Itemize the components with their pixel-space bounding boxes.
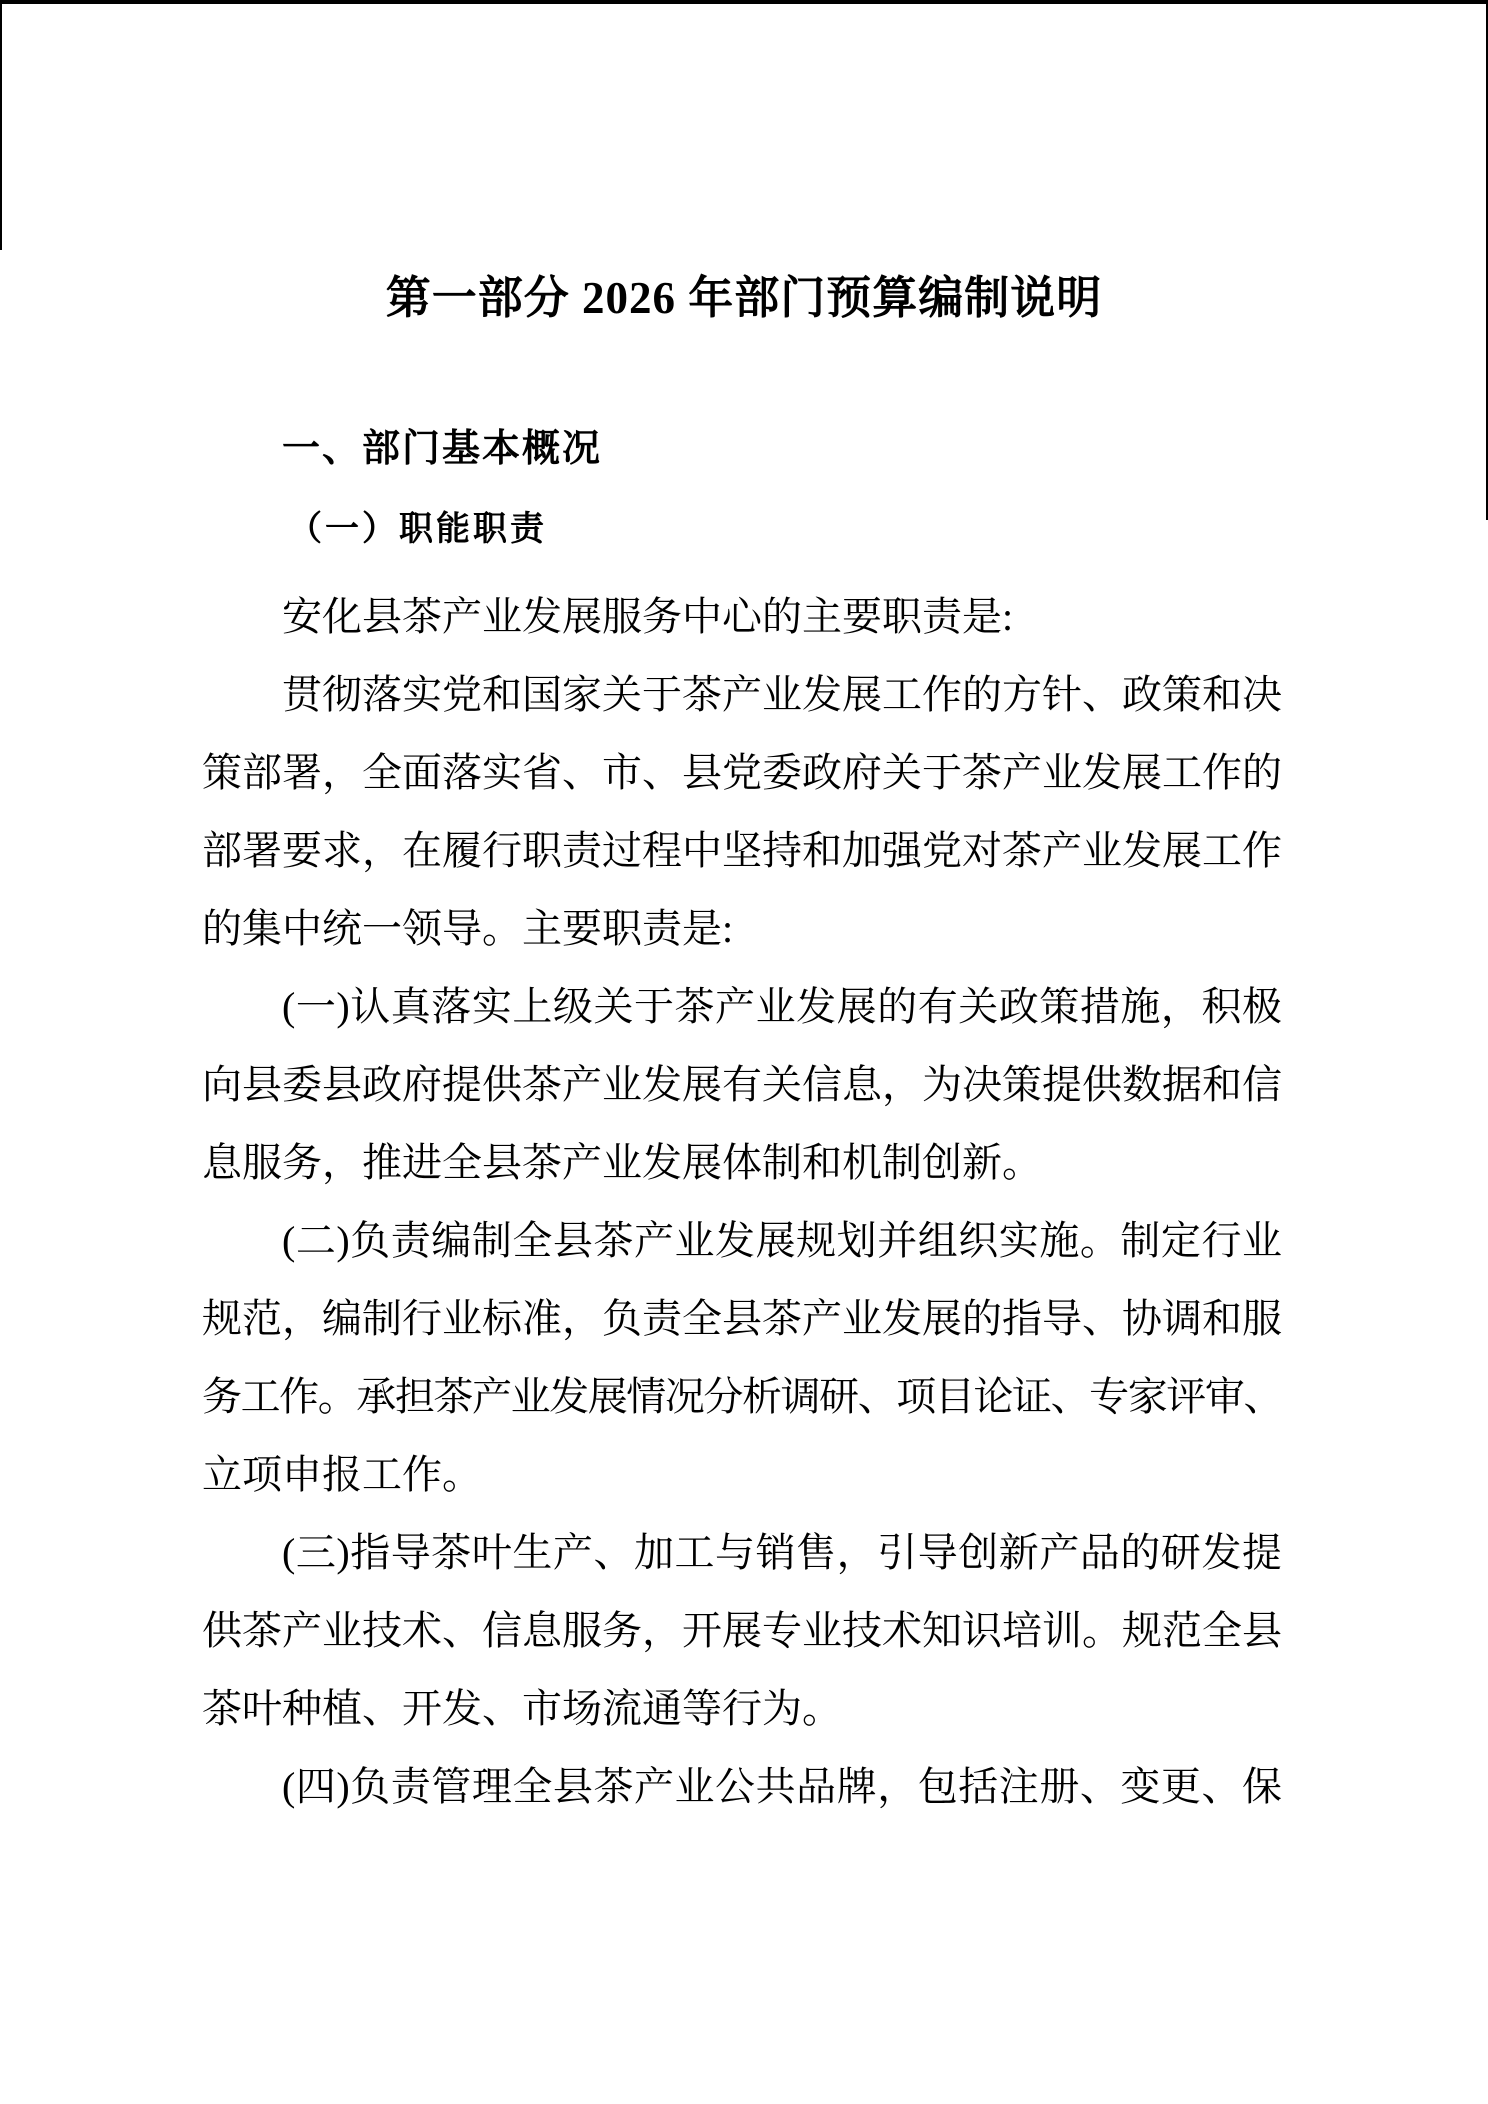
sub-heading: （一）职能职责 — [288, 510, 547, 548]
body-line: (四)负责管理全县茶产业公共品牌，包括注册、变更、保 — [282, 1764, 1282, 1809]
body-line: 部署要求，在履行职责过程中坚持和加强党对茶产业发展工作 — [202, 828, 1282, 873]
body-line: (三)指导茶叶生产、加工与销售，引导创新产品的研发提 — [282, 1530, 1282, 1575]
body-line: 立项申报工作。 — [202, 1452, 482, 1497]
body-line: (二)负责编制全县茶产业发展规划并组织实施。制定行业 — [282, 1218, 1282, 1263]
body-line: 息服务，推进全县茶产业发展体制和机制创新。 — [202, 1140, 1042, 1185]
body-line: 供茶产业技术、信息服务，开展专业技术知识培训。规范全县 — [202, 1608, 1282, 1653]
body-line: 的集中统一领导。主要职责是: — [202, 906, 734, 951]
body-line: 茶叶种植、开发、市场流通等行为。 — [202, 1686, 842, 1731]
body-text — [202, 578, 1282, 1826]
body-line: 策部署，全面落实省、市、县党委政府关于茶产业发展工作的 — [202, 750, 1282, 795]
scan-left-edge-line — [0, 0, 2, 250]
page-title: 第一部分 2026 年部门预算编制说明 — [385, 273, 1103, 323]
body-line: 务工作。承担茶产业发展情况分析调研、项目论证、专家评审、 — [202, 1374, 1282, 1419]
body-line: 规范，编制行业标准，负责全县茶产业发展的指导、协调和服 — [202, 1296, 1282, 1341]
scan-top-border — [0, 0, 1488, 4]
body-line: 贯彻落实党和国家关于茶产业发展工作的方针、政策和决 — [282, 672, 1282, 717]
section-heading: 一、部门基本概况 — [282, 428, 603, 470]
body-line: 安化县茶产业发展服务中心的主要职责是: — [282, 594, 1014, 639]
body-line: 向县委县政府提供茶产业发展有关信息，为决策提供数据和信 — [202, 1062, 1282, 1107]
body-line: (一)认真落实上级关于茶产业发展的有关政策措施，积极 — [282, 984, 1282, 1029]
